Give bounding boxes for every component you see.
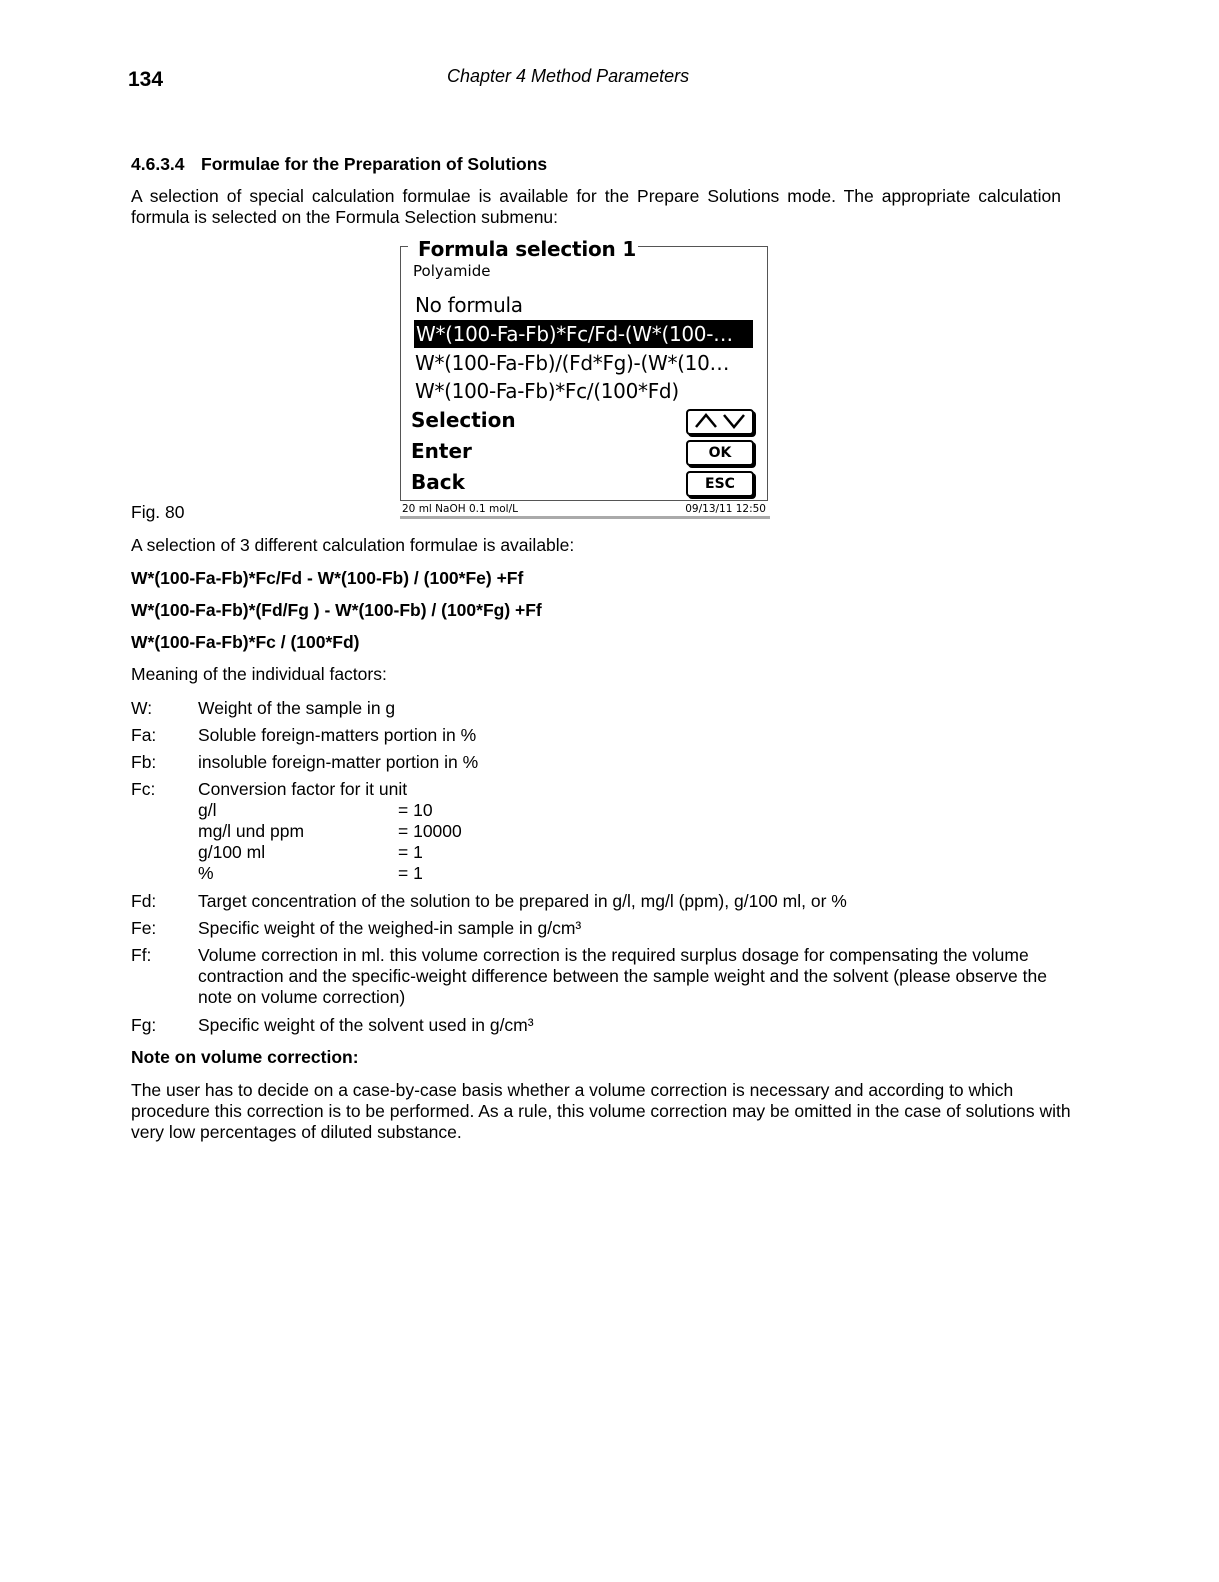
screen-subtitle: Polyamide [413,262,491,280]
conversion-table [198,800,1071,884]
selection-label: Selection [411,408,516,432]
conversion-row: g/l = 10 [198,800,433,820]
factor-ff [131,945,1071,1008]
factor-desc: Soluble foreign-matters portion in % [198,725,477,745]
intro-paragraph: A selection of special calculation formulae is available for the Prepare Solutions mode. The appropriate calculation formula is selected on the Formula Selection submenu: [131,186,1061,227]
factor-desc: insoluble foreign-matter portion in % [198,752,479,772]
selection-arrows-button[interactable] [686,409,754,435]
page-number: 134 [128,68,164,91]
conversion-row: % = 1 [198,863,423,883]
available-text: A selection of 3 different calculation formulae is available: [131,535,575,555]
formula-selection-screen [399,238,769,520]
factor-desc: Weight of the sample in g [198,698,396,718]
factor-desc: Specific weight of the weighed-in sample in g/cm³ [198,918,582,938]
status-method: 20 ml NaOH 0.1 mol/L [402,503,518,515]
status-bar [400,500,770,519]
factor-fc [131,779,1071,884]
factor-key: Fd: [131,891,157,911]
up-down-arrows-icon [690,411,750,431]
formula-option-3[interactable]: W*(100-Fa-Fb)*Fc/(100*Fd) [415,379,679,403]
formula-option-none[interactable]: No formula [415,293,523,317]
section-title: Formulae for the Preparation of Solutions [201,154,548,174]
factor-desc: Volume correction in ml. this volume correction is the required surplus dosage for compensating the volume contraction and the specific-weight difference between the sample weight and the solvent (please observe the note on volume correction) [198,945,1047,1007]
factor-key: Fb: [131,752,157,772]
factor-key: Fe: [131,918,157,938]
meaning-text: Meaning of the individual factors: [131,664,387,684]
enter-label: Enter [411,439,472,463]
formula-2: W*(100-Fa-Fb)*(Fd/Fg ) - W*(100-Fb) / (100*Fg) +Ff [131,600,542,620]
formula-option-1-selected[interactable]: W*(100-Fa-Fb)*Fc/Fd-(W*(100-… [414,320,753,348]
chapter-title: Chapter 4 Method Parameters [447,66,690,86]
factor-fd [131,891,1071,912]
back-label: Back [411,470,465,494]
formula-option-2[interactable]: W*(100-Fa-Fb)/(Fd*Fg)-(W*(10… [415,351,730,375]
factor-key: Ff: [131,945,152,965]
formula-3: W*(100-Fa-Fb)*Fc / (100*Fd) [131,632,360,652]
formula-1: W*(100-Fa-Fb)*Fc/Fd - W*(100-Fb) / (100*Fe) +Ff [131,568,524,588]
factor-w [131,698,1071,719]
section-number: 4.6.3.4 [131,154,185,174]
note-text: The user has to decide on a case-by-case basis whether a volume correction is necessary and according to which procedure this correction is to be performed. As a rule, this volume correction may be omitted in the case of solutions with very low percentages of diluted substance. [131,1080,1071,1142]
section-heading [131,154,547,175]
ok-button[interactable]: OK [686,440,754,466]
factor-key: Fc: [131,779,156,799]
factor-desc: Conversion factor for it unit [198,779,408,799]
factor-fg [131,1015,1071,1036]
factor-desc: Target concentration of the solution to be prepared in g/l, mg/l (ppm), g/100 ml, or % [198,891,847,911]
factor-fe [131,918,1071,939]
note-title: Note on volume correction: [131,1047,359,1067]
conversion-row: mg/l und ppm = 10000 [198,821,462,841]
factor-fa [131,725,1071,746]
factor-key: Fg: [131,1015,157,1035]
figure-label: Fig. 80 [131,502,185,522]
conversion-row: g/100 ml = 1 [198,842,423,862]
screen-title: Formula selection 1 [418,237,637,261]
factor-fb [131,752,1071,773]
esc-button[interactable]: ESC [686,471,754,497]
factor-key: Fa: [131,725,157,745]
factor-desc: Specific weight of the solvent used in g/cm³ [198,1015,534,1035]
status-datetime: 09/13/11 12:50 [685,503,766,515]
factor-key: W: [131,698,153,718]
